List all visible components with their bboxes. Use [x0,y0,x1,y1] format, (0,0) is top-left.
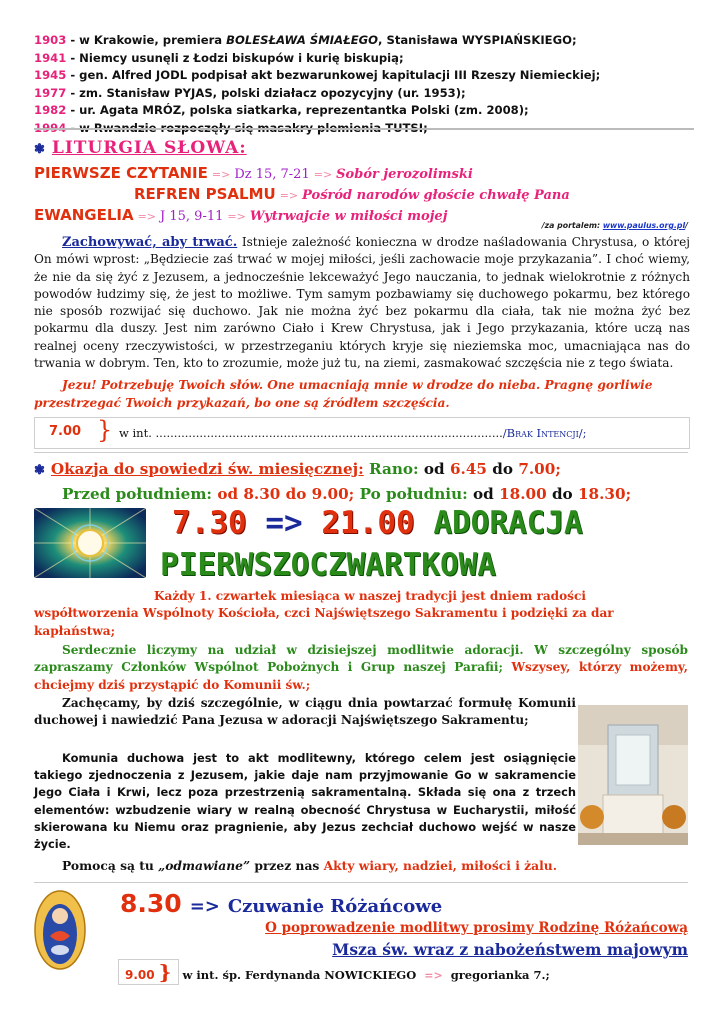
adoration-paragraph-5: Pomocą są tu „odmawiane” przez nas Akty wiary, nadziei, miłości i żalu. [62,858,558,873]
chapel-image [578,705,688,845]
host-radiance-image [34,508,146,578]
divider [34,452,688,453]
reflection-text: Zachowywać, aby trwać. Istnieje zależność konieczna w drodze naśladowania Chrystusa, o której On mówi wprost: „Będziecie zaś trwać w mojej miłości, jeśli zachowacie moje przykazania”. I choć wiemy, że nie da się żyć z Jezusem, a jednocześnie lekceważyć Jego nauczania, to jednak wielokrotnie z różnych powodów łudzimy się, że jest to możliwe. Tym samym pozbawiamy się duchowego pokarmu, bez którego nie sposób rozwijać się duchowo. Jak nie można żyć bez pokarmu dla ciała, tak nie można żyć bez pokarmu dla duszy. Jest nim zarówno Ciało i Krew Chrystusa, jak i Jego przykazania, które uczą nas realnej oceny rzeczywistości, w przestrzeganiu których kryje się nieziemska moc, umacniająca nas do trwania w dobrym. Ten, kto to zrozumie, może już tu, na ziemi, zasmakować szczęścia nie z tego świata. [34,235,690,371]
portal-link[interactable]: www.paulus.org.pl [602,221,686,230]
history-row: 1977 - zm. Stanisław PYJAS, polski działacz opozycyjny (ur. 1953); [34,85,466,100]
history-row: 1941 - Niemcy usunęli z Łodzi biskupów i kurię biskupią; [34,50,404,65]
madonna-image [34,890,86,970]
confession-line-2: Przed południem: od 8.30 do 9.00; Po południu: od 18.00 do 18.30; [62,485,632,503]
gospel: EWANGELIA => J 15, 9-11 => Wytrwajcie w miłości mojej [34,206,448,224]
mass-may-service: Msza św. wraz z nabożeństwem majowym [332,940,688,959]
adoration-paragraph-2: Serdecznie liczymy na udział w dzisiejszej modlitwie adoracji. W szczególny sposób zapraszamy Członków Wspólnot Pobożnych i Grup naszej Parafii; Wszysey, którzy możemy, chciejmy dziś przystąpić do Komunii św.; [34,643,688,692]
history-list [34,32,694,138]
mass-intention-row-2: 9.00 } w int. śp. Ferdynanda NOWICKIEGO => gregorianka 7.; [118,959,550,985]
brace-icon: } [97,416,113,444]
reflection-prayer: Jezu! Potrzebuję Twoich słów. One umacniają mnie w drodze do nieba. Pragnę gorliwie przestrzegać Twoich przykazań, bo one są źródłem szczęścia. [34,378,653,410]
mass-time-box: 9.00 } [118,959,179,985]
liturgy-heading: ❃ LITURGIA SŁOWA: [34,138,247,158]
flower-bullet-icon: ❃ [34,463,45,478]
history-row: 1945 - gen. Alfred JODL podpisał akt bezwarunkowej kapitulacji III Rzeszy Niemieckiej; [34,68,601,83]
adoration-subtitle: PIERWSZOCZWARTKOWA [160,547,496,583]
adoration-paragraph-3: Zachęcamy, by dziś szczególnie, w ciągu dnia powtarzać formułę Komunii duchowej i nawiedzić Pana Jezusa w adoracji Najświętszego Sakramentu; [34,696,576,728]
adoration-title: 7.30 => 21.00 ADORACJA [172,505,583,541]
intention-text: w int. .............................................................................................../Brak Intencji/; [119,426,587,440]
adoration-paragraph-1: Każdy 1. czwartek miesiąca w naszej tradycji jest dniem radości współtworzenia Wspólnoty Kościoła, czci Najświętszego Sakramentu i podzięki za dar kapłaństwa; [34,589,614,638]
mass-time: 7.00 [49,424,82,439]
history-row: 1982 - ur. Agata MRÓZ, polska siatkarka, reprezentantka Polski (zm. 2008); [34,103,529,118]
mass-intention-row [34,417,690,449]
divider [34,882,688,883]
first-reading: PIERWSZE CZYTANIE => Dz 15, 7-21 => Sobór jerozolimski [34,164,473,182]
history-row: 1903 - w Krakowie, premiera BOLESŁAWA ŚMIAŁEGO, Stanisława WYSPIAŃSKIEGO; [34,33,577,47]
rosary-request: O poprowadzenie modlitwy prosimy Rodzinę Różańcową [265,920,688,936]
portal-credit: /za portalem: www.paulus.org.pl/ [541,221,688,230]
divider [34,128,694,130]
adoration-paragraph-4: Komunia duchowa jest to akt modlitewny, którego celem jest osiągnięcie takiego zjednoczenia z Jezusem, jakie daje nam przyjmowanie Go w sakramencie Jego Ciała i Krwi, lecz poza przestrzenią sakramentalną. Składa się ona z trzech elementów: wzbudzenie wiary w realną obecność Chrystusa w Eucharystii, miłość skierowana ku Niemu oraz pragnienie, aby Jezus zechciał duchowo wejść w nasze życie. [34,751,576,852]
rosary-heading: 8.30 => Czuwanie Różańcowe [120,889,443,918]
psalm-refrain: REFREN PSALMU => Pośród narodów głoście chwałę Pana [134,185,570,203]
flower-bullet-icon: ❃ [34,142,46,157]
confession-line-1: ❃ Okazja do spowiedzi św. miesięcznej: Rano: od 6.45 do 7.00; [34,460,561,478]
